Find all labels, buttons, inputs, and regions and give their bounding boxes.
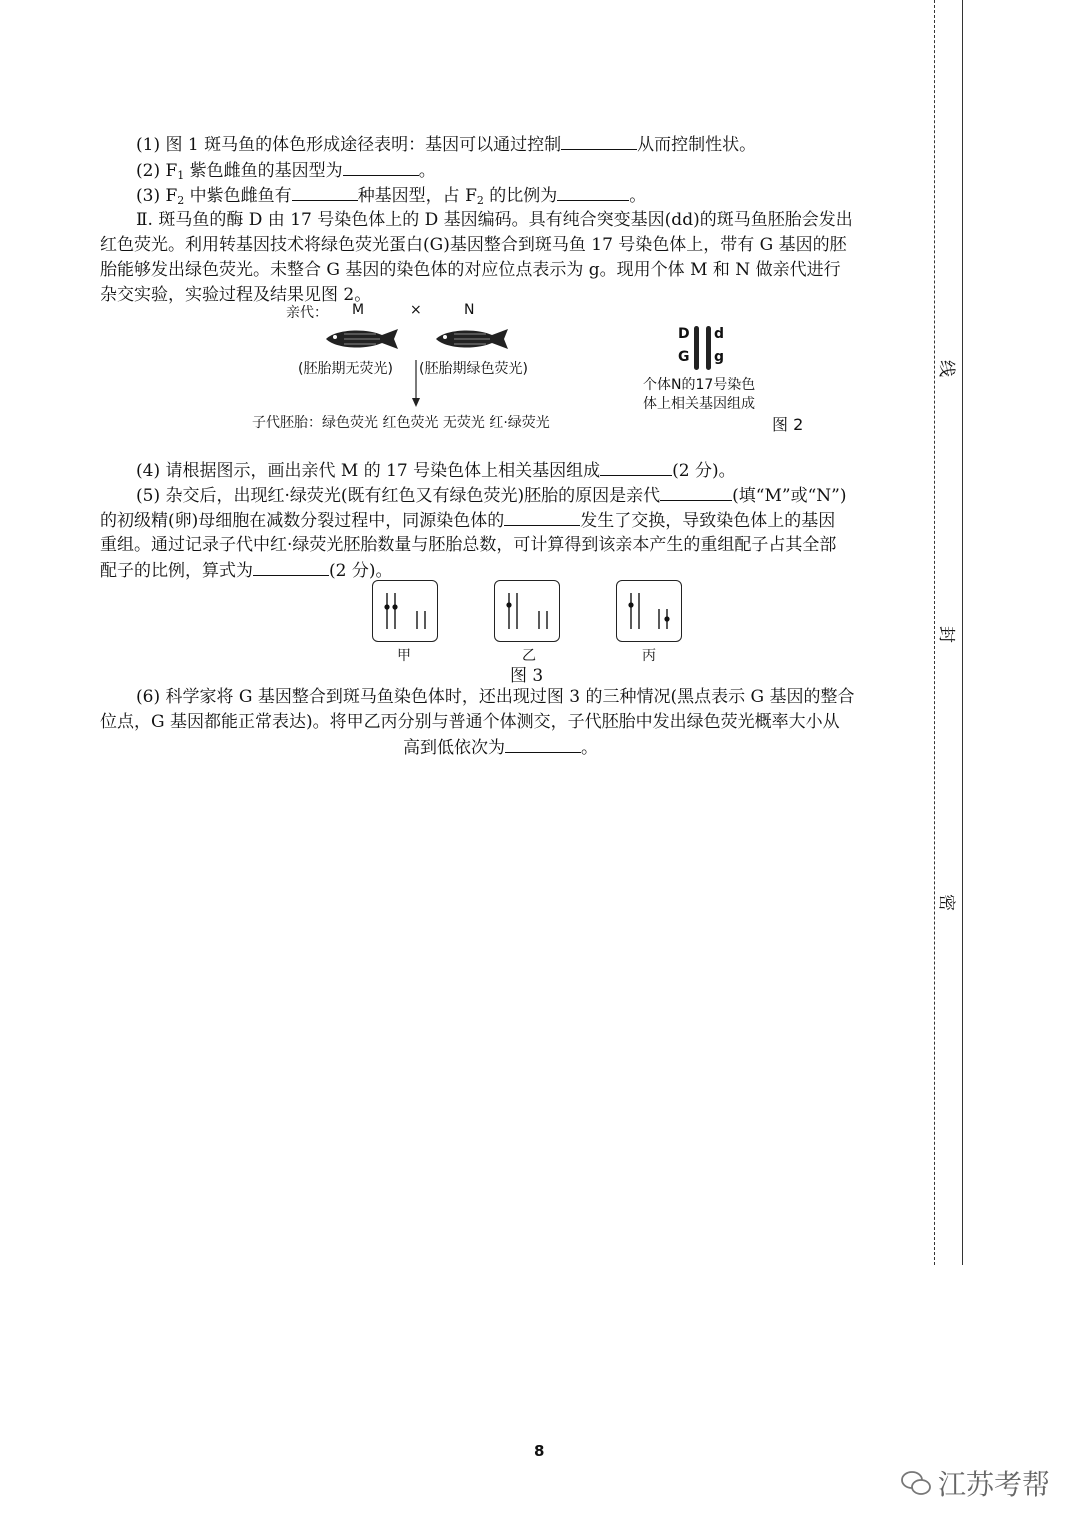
answer-blank[interactable] [557, 184, 629, 201]
margin-char-mi: 密 [936, 894, 956, 911]
part2-line2: 红色荧光。利用转基因技术将绿色荧光蛋白(G)基因整合到斑马鱼 17 号染色体上，带有 G 基因的胚 [100, 235, 847, 255]
binding-dashed-line [934, 0, 935, 1265]
answer-blank[interactable] [253, 559, 329, 576]
n-caption-line2: 体上相关基因组成 [643, 396, 755, 412]
margin-char-feng: 封 [936, 626, 956, 643]
figure-3-caption: 图 3 [510, 666, 544, 686]
answer-blank[interactable] [343, 159, 419, 176]
question-1: (1) 图 1 斑马鱼的体色形成途径表明：基因可以通过控制 从而控制性状。 [136, 135, 757, 155]
answer-blank[interactable] [660, 484, 732, 501]
chromosome-yi-icon [495, 581, 559, 641]
label-yi: 乙 [522, 648, 536, 664]
question-6-line1: (6) 科学家将 G 基因整合到斑马鱼染色体时，还出现过图 3 的三种情况(黑点表示 G 基因的整合 [136, 687, 855, 707]
allele-D: D [678, 326, 690, 342]
question-5-line4: 配子的比例，算式为 (2 分)。 [100, 561, 393, 581]
answer-blank[interactable] [561, 133, 637, 150]
panel-bing [616, 580, 682, 642]
fish-m-icon [322, 326, 402, 352]
part2-line1: Ⅱ. 斑马鱼的酶 D 由 17 号染色体上的 D 基因编码。具有纯合突变基因(dd)的斑马鱼胚胎会发出 [136, 210, 853, 230]
chromosome-jia-icon [373, 581, 437, 641]
question-6-line2: 位点，G 基因都能正常表达)。将甲乙丙分别与普通个体测交，子代胚胎中发出绿色荧光概率大小从 [100, 712, 840, 732]
question-6-line3: 高到低依次为 。 [403, 738, 598, 758]
chromosome-bing-icon [617, 581, 681, 641]
n-caption-line1: 个体N的17号染色 [643, 377, 756, 393]
parent-m-label: M [352, 302, 365, 318]
part2-line3: 胎能够发出绿色荧光。未整合 G 基因的染色体的对应位点表示为 g。现用个体 M 和 N 做亲代进行 [100, 260, 841, 280]
margin-char-xian: 线 [936, 360, 956, 377]
answer-blank[interactable] [505, 736, 581, 753]
wechat-icon [900, 1468, 932, 1498]
part2-line4: 杂交实验，实验过程及结果见图 2。 [100, 285, 372, 305]
parent-n-label: N [464, 302, 475, 318]
question-4: (4) 请根据图示，画出亲代 M 的 17 号染色体上相关基因组成 (2 分)。 [136, 461, 736, 481]
answer-blank[interactable] [504, 509, 580, 526]
parent-n-note: (胚胎期绿色荧光) [419, 361, 528, 377]
allele-g: g [714, 349, 725, 365]
binding-solid-line [962, 0, 963, 1265]
cross-symbol: × [410, 302, 422, 318]
fish-n-icon [432, 326, 512, 352]
allele-d: d [714, 326, 725, 342]
chromosome-pair-icon [692, 324, 716, 372]
panel-yi [494, 580, 560, 642]
question-5-line1: (5) 杂交后，出现红·绿荧光(既有红色又有绿色荧光)胚胎的原因是亲代 (填“M”或“N”) [136, 486, 847, 506]
panel-jia [372, 580, 438, 642]
answer-blank[interactable] [600, 459, 672, 476]
label-jia: 甲 [397, 648, 411, 664]
parent-label: 亲代： [286, 305, 328, 321]
answer-blank[interactable] [292, 184, 358, 201]
figure-2-caption: 图 2 [772, 415, 804, 434]
label-bing: 丙 [642, 648, 656, 664]
watermark: 江苏考帮 [938, 1468, 1051, 1501]
allele-G: G [678, 349, 690, 365]
page-number: 8 [534, 1442, 545, 1460]
arrow-down-icon [410, 360, 422, 408]
question-3: (3) $F_2$ 中紫色雌鱼有 种基因型，占 $F_2$ 的比例为 。 [136, 186, 647, 207]
question-2: (2) $F_1$ 紫色雌鱼的基因型为 。 [136, 161, 436, 182]
parent-m-note: (胚胎期无荧光) [298, 361, 393, 377]
question-5-line3: 重组。通过记录子代中红·绿荧光胚胎数量与胚胎总数，可计算得到该亲本产生的重组配子占其全部 [100, 535, 837, 555]
question-5-line2: 的初级精(卵)母细胞在减数分裂过程中，同源染色体的 发生了交换，导致染色体上的基因 [100, 511, 836, 531]
offspring-results: 子代胚胎：绿色荧光 红色荧光 无荧光 红·绿荧光 [252, 415, 550, 431]
